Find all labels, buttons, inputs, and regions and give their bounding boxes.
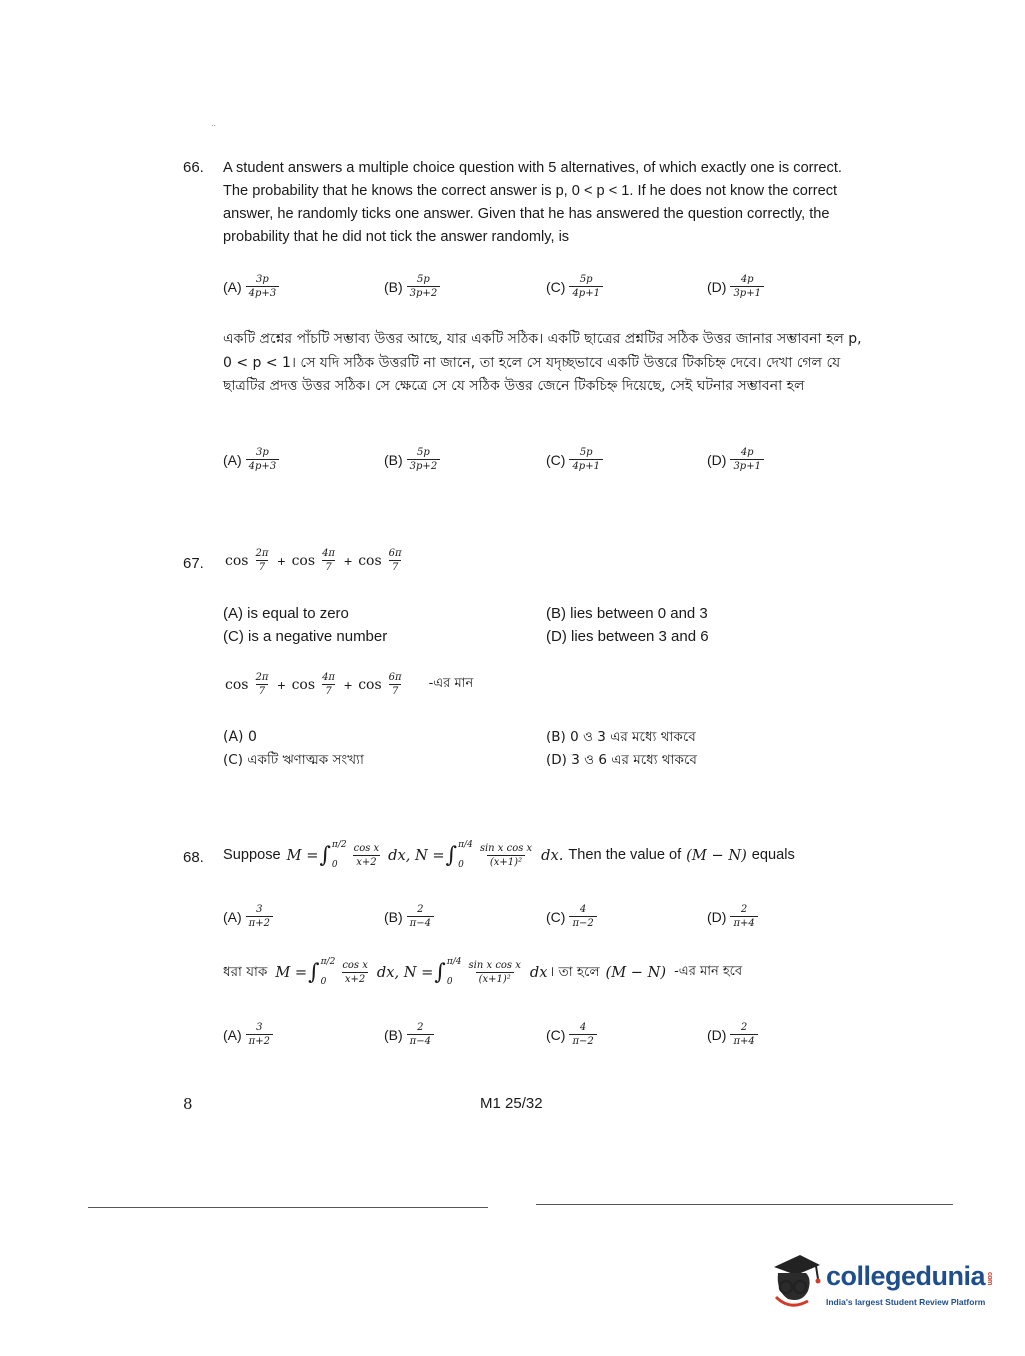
fraction-numerator: 2π [255,548,269,559]
option-label: (D) [707,908,727,925]
fraction [319,548,338,573]
integral-sign: ∫ [319,842,331,868]
cos-function: cos [291,676,316,693]
integral-sign: ∫ [445,842,458,868]
fraction-denominator: π−4 [407,916,434,929]
fraction-numerator: cos x [353,842,380,854]
question-68-text-bn [223,957,742,987]
fraction-denominator: π+2 [246,1034,273,1047]
fraction-denominator: π+4 [730,1034,757,1047]
option-label: (B) [384,451,403,468]
fraction [386,548,405,573]
integrand-fraction [477,843,535,868]
fraction-denominator: π−2 [569,1034,596,1047]
equals-word: equals [751,847,795,863]
q68-option-d-bn [707,1022,760,1047]
collegedunia-logo [768,1247,993,1317]
q66-option-d-bn [707,447,766,472]
q66-option-b-en [384,274,442,299]
option-label: (D) [707,278,727,295]
option-fraction [246,274,280,299]
footer-rule-left [88,1207,488,1208]
fraction-numerator: 3 [256,904,263,915]
fraction-numerator: 6π [388,672,402,683]
fraction-numerator: 2 [417,904,424,915]
fraction-denominator: 7 [256,684,268,697]
integral-limits [447,957,462,987]
q66-option-a-bn [223,447,281,472]
fraction [252,672,271,697]
q66-option-b-bn [384,447,442,472]
fraction-denominator: 3p+2 [407,286,441,299]
fraction-numerator: 2 [740,1022,748,1033]
option-label: (A) [223,1026,242,1043]
q67-option-d-en: (D) lies between 3 and 6 [546,628,709,645]
cos-function: cos [291,552,316,569]
question-number-68: 68. [183,849,204,866]
option-fraction [407,1022,434,1047]
fraction-denominator: π+2 [246,916,273,929]
q66-option-c-en [546,274,605,299]
question-number-67: 67. [183,555,204,572]
fraction-numerator: 4p [740,447,754,458]
q67-option-b-bn: (B) 0 ও 3 এর মধ্যে থাকবে [546,729,696,745]
fraction-numerator: 2 [417,1022,424,1033]
bn-suffix: -এর মান হবে [674,963,743,979]
fraction [319,672,338,697]
fraction-numerator: 4 [579,1022,587,1033]
fraction-denominator: 3p+2 [407,459,441,472]
lower-limit: 0 [458,860,464,870]
fraction-numerator: sin x cos x [468,959,521,971]
dx-n-equals: dx, N = [376,963,434,981]
option-label: (C) [546,908,566,925]
integrand-fraction [351,843,383,868]
option-fraction [569,1022,596,1047]
question-66-text-en: A student answers a multiple choice question with 5 alternatives, of which exactly one is correct. The probability that he knows the correct answer is p, 0 < p < 1. If he does not know the correct answer, he randomly ticks one answer. Given that he has answered the question correctly, the probability that he did not tick the answer randomly, is [223,160,842,245]
option-label: (C) [546,1026,566,1043]
m-minus-n: (M − N) [686,846,747,864]
integral-sign: ∫ [308,959,320,985]
option-fraction [407,904,434,929]
fraction-denominator: 7 [389,684,401,697]
fraction-denominator: 3p+1 [730,286,764,299]
integrand-fraction [466,960,524,985]
fraction-denominator: π+4 [730,916,757,929]
plus-sign: + [277,552,286,569]
suppose-word: Suppose [223,847,281,863]
option-label: (D) [707,1026,727,1043]
option-fraction [246,447,280,472]
question-66-text-bn: একটি প্রশ্নের পাঁচটি সম্ভাব্য উত্তর আছে, যার একটি সঠিক। একটি ছাত্রের প্রশ্নটির সঠিক উত্তর জানার সম্ভাবনা হল p, 0 < p < 1। সে যদি সঠিক উত্তরটি না জানে, তা হলে সে যদৃচ্ছভাবে একটি উত্তরে টিকচিহ্ন দেবে। দেখা গেল যে ছাত্রটির প্রদত্ত উত্তর সঠিক। সে ক্ষেত্রে সে যে সঠিক উত্তর জেনে টিকচিহ্ন দিয়েছে, সেই ঘটনার সম্ভাবনা হল [223,331,862,394]
q66-option-d-en [707,274,766,299]
dx-period: dx. [541,846,564,864]
fraction-denominator: π−4 [407,1034,434,1047]
fraction-denominator: 7 [389,560,401,573]
question-68-text-en [223,840,795,870]
q67-option-c-bn: (C) একটি ঋণাত্মক সংখ্যা [223,752,364,768]
fraction-denominator: 7 [322,560,334,573]
option-fraction [569,904,596,929]
fraction-numerator: 4p [740,274,754,285]
fraction-numerator: 6π [388,548,402,559]
corner-mark: .. [211,118,217,128]
option-fraction [730,274,764,299]
fraction-denominator: 7 [322,684,334,697]
cos-function: cos [358,676,382,693]
fraction-denominator: x+2 [353,855,379,868]
option-fraction [246,904,273,929]
fraction-numerator: 3 [256,1022,263,1033]
option-fraction [569,274,603,299]
q68-option-c-en [546,904,599,929]
option-label: (A) [223,278,242,295]
fraction-numerator: 4π [322,548,335,559]
plus-sign: + [277,676,286,693]
logo-suffix: com [986,1272,994,1285]
logo-tagline: India's largest Student Review Platform [826,1297,986,1307]
option-label: (A) [223,451,242,468]
question-number-66: 66. [183,159,204,176]
option-label: (C) [546,278,566,295]
option-label: (A) [223,908,242,925]
cos-function: cos [225,676,249,693]
fraction-denominator: 4p+1 [569,459,603,472]
q66-option-c-bn [546,447,605,472]
option-fraction [407,274,441,299]
then-value-of: Then the value of [568,847,682,863]
fraction-numerator: 4 [579,904,587,915]
fraction-denominator: 4p+3 [246,286,280,299]
q67-option-a-bn: (A) 0 [223,729,257,745]
option-label: (D) [707,451,727,468]
footer-rule-right [536,1204,953,1205]
cos-function: cos [225,552,249,569]
option-fraction [246,1022,273,1047]
lower-limit: 0 [331,860,338,870]
fraction-numerator: sin x cos x [479,842,533,854]
integrand-fraction [339,960,371,985]
q67-option-c-en: (C) is a negative number [223,628,388,645]
q66-option-a-en [223,274,281,299]
option-fraction [569,447,603,472]
fraction-numerator: 4π [322,672,335,683]
option-fraction [730,904,757,929]
student-mascot-icon [768,1251,824,1313]
fraction-denominator: π−2 [569,916,596,929]
fraction-numerator: 2 [740,904,748,915]
option-fraction [407,447,441,472]
fraction-denominator: 4p+3 [246,459,280,472]
fraction-numerator: 3p [256,274,269,285]
fraction-numerator: 5p [417,447,430,458]
m-minus-n: (M − N) [605,963,667,981]
q68-option-b-bn [384,1022,436,1047]
q67-option-d-bn: (D) 3 ও 6 এর মধ্যে থাকবে [546,752,697,768]
question-67-expression-en [223,548,407,573]
m-equals: M = [275,963,308,981]
integral-limits [458,840,473,870]
lower-limit: 0 [446,977,453,987]
integral-sign: ∫ [434,959,446,985]
bn-suffix: -এর মান [428,676,474,691]
bn-mid: । তা হলে [549,963,600,980]
q67-option-b-en: (B) lies between 0 and 3 [546,605,708,622]
fraction [386,672,405,697]
upper-limit: π/2 [320,957,336,967]
plus-sign: + [344,552,353,569]
q68-option-d-en [707,904,760,929]
dx-n-equals: dx, N = [388,846,445,864]
option-label: (C) [546,451,566,468]
fraction-numerator: 2π [255,672,269,683]
fraction-denominator: (x+1)² [487,855,525,868]
integral-limits [321,957,336,987]
fraction-denominator: 7 [256,560,268,573]
integral-limits [332,840,347,870]
dx: dx [529,963,548,981]
upper-limit: π/4 [458,840,473,850]
option-label: (B) [384,278,403,295]
q68-option-a-en [223,904,275,929]
fraction-denominator: x+2 [342,972,368,985]
fraction-numerator: 3p [256,447,269,458]
q68-option-b-en [384,904,436,929]
logo-name: collegedunia [826,1261,986,1291]
fraction-numerator: 5p [417,274,430,285]
option-fraction [730,447,764,472]
q68-option-c-bn [546,1022,599,1047]
upper-limit: π/2 [331,840,347,850]
fraction-numerator: 5p [579,447,593,458]
lower-limit: 0 [320,977,327,987]
plus-sign: + [344,676,353,693]
fraction-denominator: 4p+1 [569,286,603,299]
question-67-expression-bn [223,672,473,697]
option-fraction [730,1022,757,1047]
cos-function: cos [358,552,382,569]
fraction [252,548,271,573]
fraction-numerator: cos x [342,959,368,971]
option-label: (B) [384,1026,403,1043]
page-footer-center: M1 25/32 [480,1095,543,1112]
q68-option-a-bn [223,1022,275,1047]
fraction-denominator: 3p+1 [730,459,764,472]
upper-limit: π/4 [446,957,462,967]
logo-wordmark [826,1261,993,1292]
page-footer-left: 8 [183,1095,193,1113]
m-equals: M = [286,846,319,864]
fraction-denominator: (x+1)² [476,972,514,985]
option-label: (B) [384,908,403,925]
q67-option-a-en: (A) is equal to zero [223,605,349,622]
fraction-numerator: 5p [579,274,593,285]
bn-prefix: ধরা যাক [223,963,268,980]
